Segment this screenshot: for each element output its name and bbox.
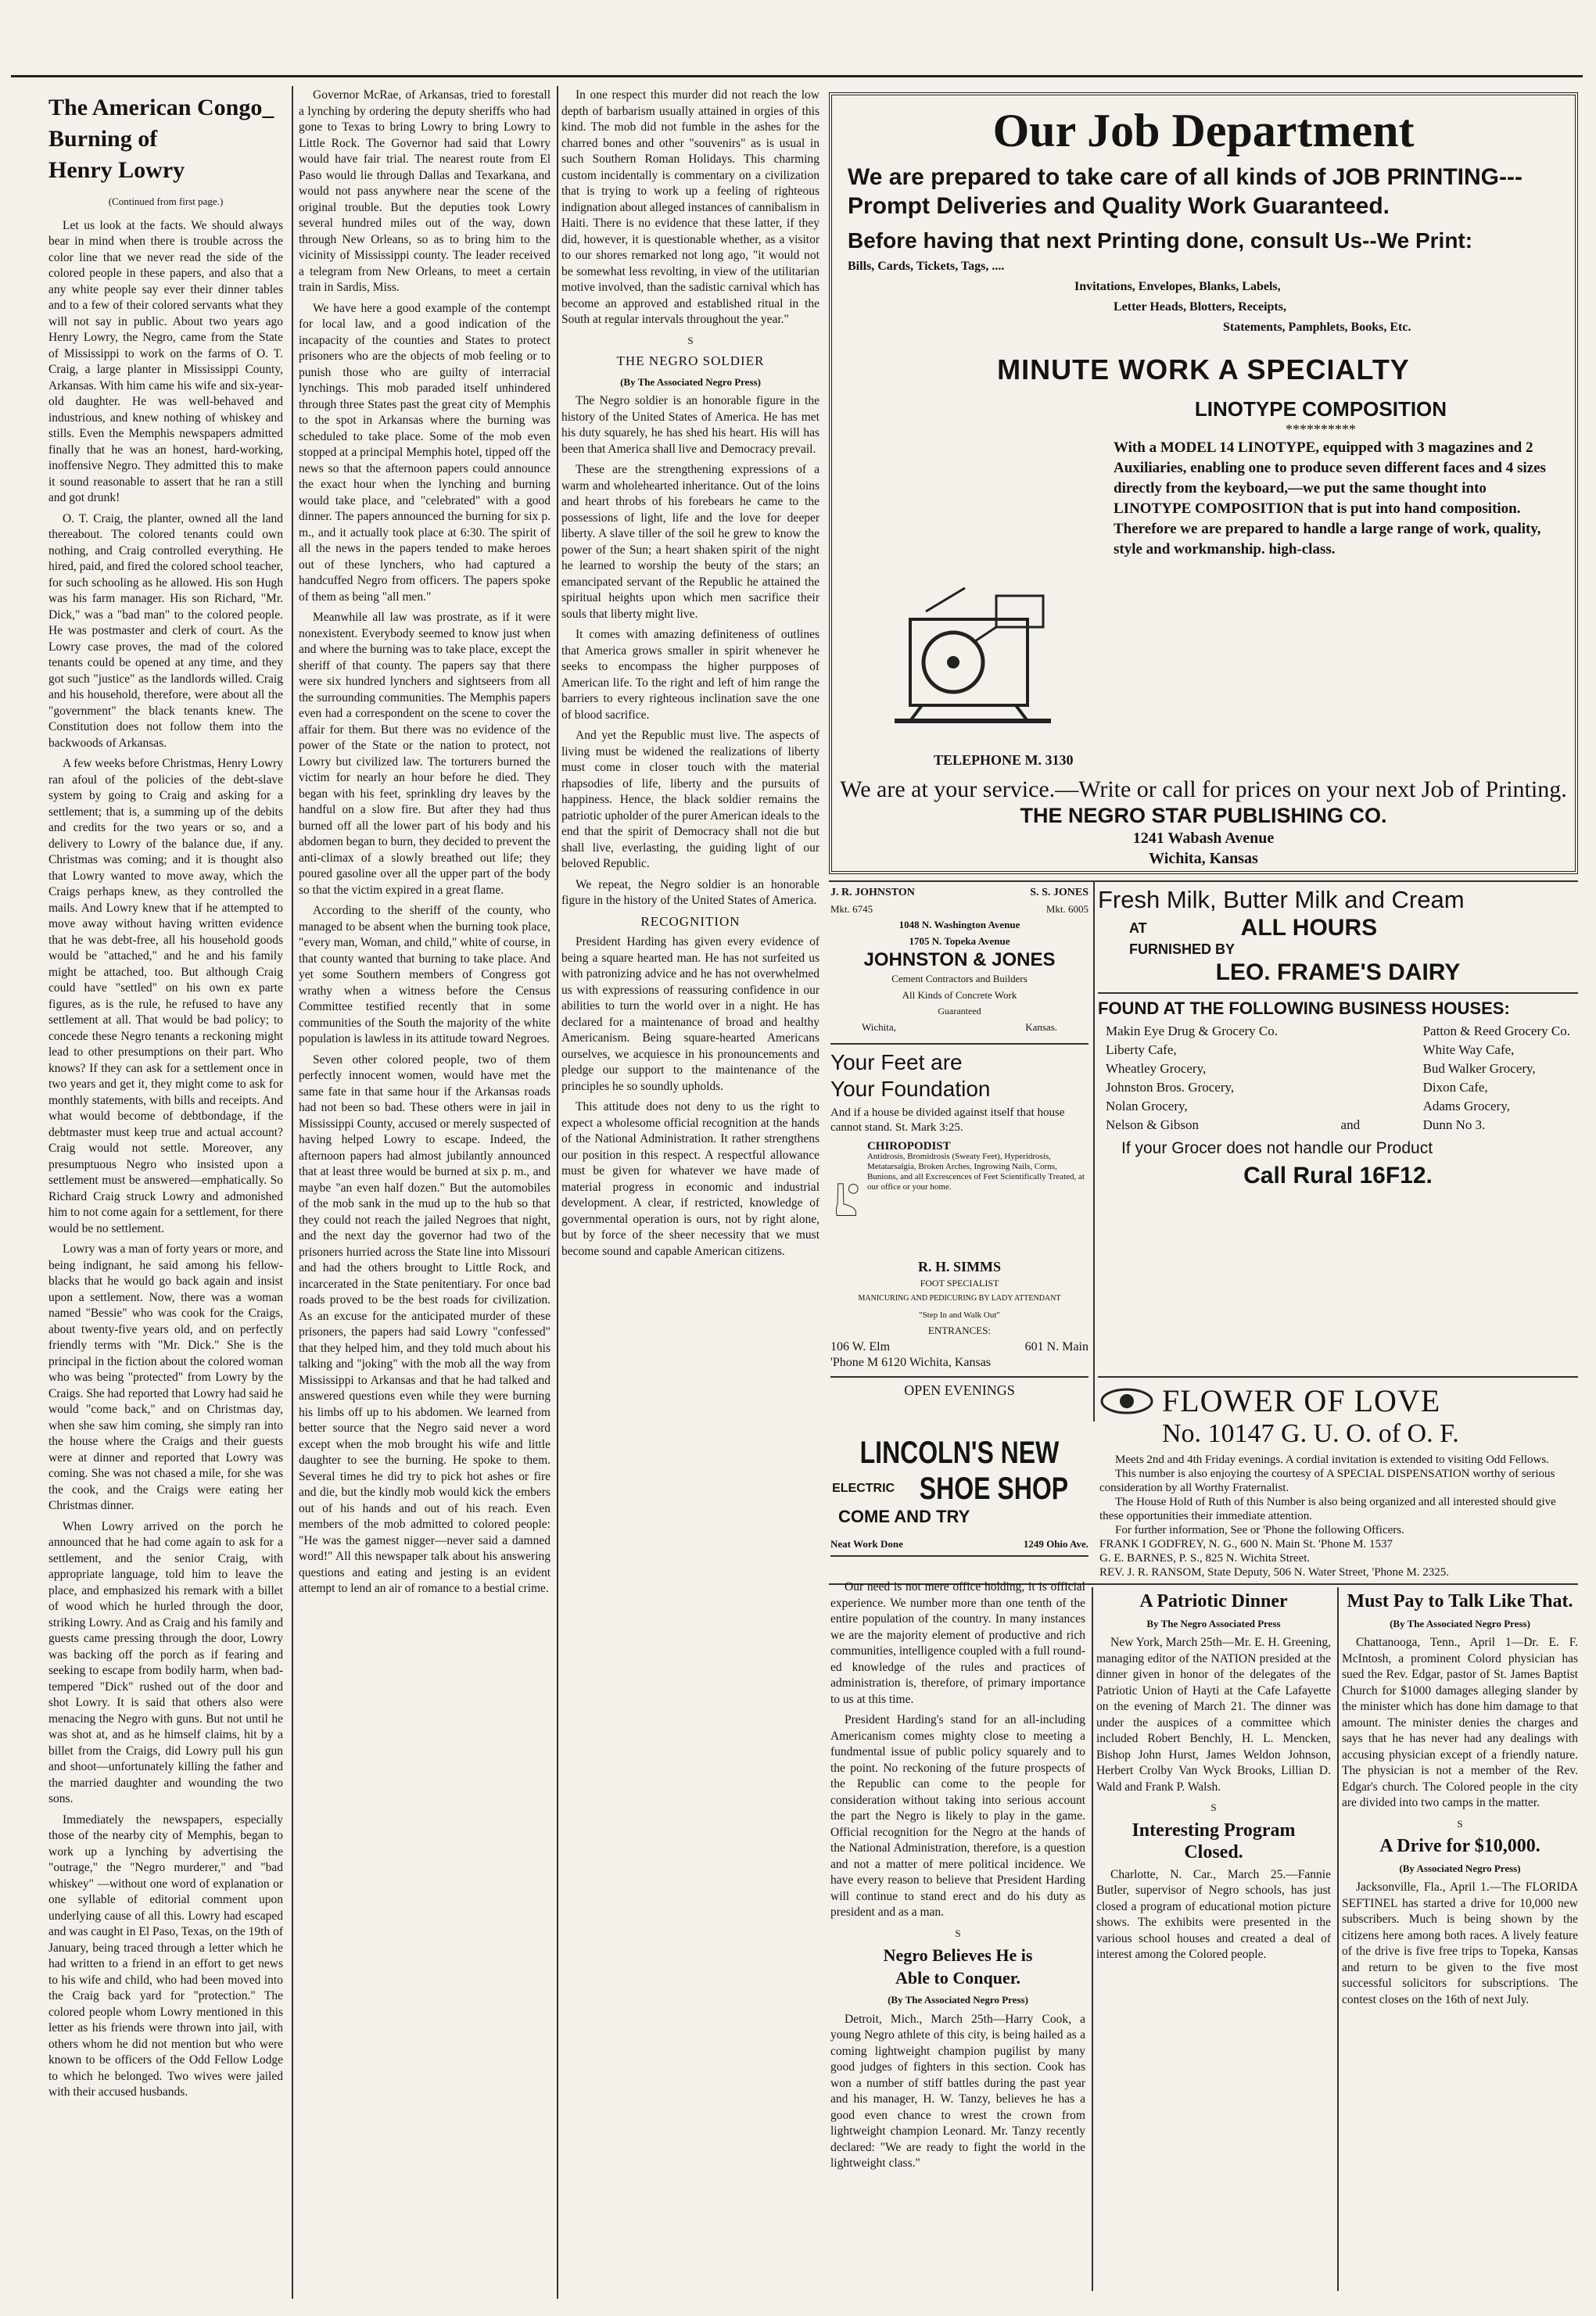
ad-divider bbox=[830, 1555, 1089, 1557]
johnston-city: Wichita, bbox=[862, 1020, 896, 1033]
article-column-3 bbox=[561, 88, 820, 2300]
flower-p3: The House Hold of Ruth of this Number is also being organized and all interested should give these opportunities their immediate attention. bbox=[1099, 1496, 1556, 1522]
milk-ad bbox=[1098, 885, 1578, 1370]
separator: S bbox=[955, 1927, 961, 1939]
soldier-paragraph: It comes with amazing definiteness of outlines that America grows smaller in spirit whenever he seeks to encompass the higher purpposes of American life. To the right and left of him range the barriers to every righteous inclination save the one of blood sacrifice. bbox=[561, 628, 820, 722]
must-pay-text: Chattanooga, Tenn., April 1—Dr. E. F. McIntosh, a prominent Colord physician has sued the Rev. Edgar, pastor of St. James Baptist Church for $1000 damages alleging slander by the minister which has done him damage to that amount. The minister denies the charges and says that he has never had any dealings with accusing physician except of a friendly nature. The physician is not a member of the Rev. Edgar's church. The Colored people in the city are divided into two camps in the matter. bbox=[1342, 1636, 1578, 1809]
business-item: Dunn No 3. bbox=[1422, 1117, 1486, 1132]
article-title-3: Henry Lowry bbox=[48, 157, 185, 183]
flower-p2: This number is also enjoying the courtesy of A SPECIAL DISPENSATION worthy of serious consideration by all Worthy Fraternalist. bbox=[1099, 1468, 1555, 1494]
simms-manicuring: MANICURING AND PEDICURING BY LADY ATTENDANT bbox=[858, 1294, 1061, 1303]
johnston-address-2: 1705 N. Topeka Avenue bbox=[909, 934, 1010, 947]
simms-step: "Step In and Walk Out" bbox=[919, 1310, 1000, 1320]
milk-found: FOUND AT THE FOLLOWING BUSINESS HOUSES: bbox=[1098, 998, 1510, 1018]
patriotic-dinner-text: New York, March 25th—Mr. E. H. Greening, managing editor of the NATION presided at the dinner given in honor of the delegates of the Patriotic Union of Hayti at the Cafe Lafayette on the evening of March 21. The dinner was under the auspices of a committee which included Robert Benchly, H. L. Mencken, Bishop John Hurst, James Weldon Johnson, Herbert Crolby Van Wyck Brooks, Lillian D. Wald and Frank P. Walsh. bbox=[1096, 1636, 1331, 1794]
job-title: Our Job Department bbox=[992, 105, 1415, 156]
recognition-paragraph: President Harding has given every evidence of being a square hearted man. He has not surfeited us with patronizing advice and he has not overwhelmed us with expressions of reassuring confidence in our abilities to turn the world over in a night. He has declared for a maintenance of broad and healthy Americanism. Being square-hearted Americans ourselves, we acquiesce in his pronouncements and pledge our support to the maintenance of the principles he so soundly upholds. bbox=[561, 935, 820, 1093]
recognition-paragraph: This attitude does not deny to us the right to expect a wholesome official recognition at the hands of the National Administration. It rather strengthens our position in this respect. A respectful allowance must be given for whatever we have made of material progress in economic and industrial development. A clear, if restricted, knowledge of governmental operation is ours, not by right alone, but by force of the sheer necessity that we must become sound and capable American citizens. bbox=[561, 1100, 820, 1258]
business-item: White Way Cafe, bbox=[1422, 1042, 1515, 1057]
separator: S bbox=[1210, 1802, 1217, 1813]
johnston-state: Kansas. bbox=[1025, 1020, 1057, 1033]
lincoln-neat-work: Neat Work Done bbox=[830, 1538, 903, 1550]
article-title-1: The American Congo_ bbox=[48, 95, 274, 120]
soldier-paragraph: These are the strengthening expressions of a warm and wholehearted inheritance. Out of the loins and heart throbs of his forebears he came to the possessions of light, life and the love for deeper liberty. A slave tiller of the soil he grew to know the power of the Sun; a heart shaken spirit of the night he learned to worship the beuty of the stars; an emancipated servant of the Republic he attained the spiritual heights upon which men sacrifice their souls that liberty might live. bbox=[561, 463, 820, 621]
article-paragraph: O. T. Craig, the planter, owned all the land thereabout. The colored tenants could own nothing, and Craig controlled everything. He hired, paid, and fired the colored school teacher, for such schooling as he allowed. His son Hugh was his farm manager. His son Richard, "Mr. Dick," was a "bad man" to the colored people. He was postmaster and clerk of court. As the Lowry case proves, the mad of the colored tenants could be opened at any time, and they got such "justice" as the landlords willed. Craig and his household, therefore, were about all the "government" the black tenants knew. The Constitution does not follow them into the backwoods of Arkansas. bbox=[48, 511, 283, 750]
lincoln-address: 1249 Ohio Ave. bbox=[1023, 1538, 1089, 1550]
milk-businesses-left bbox=[1106, 1022, 1278, 1135]
job-lead: We are prepared to take care of all kinds of JOB PRINTING---Prompt Deliveries and Quality Work Guaranteed. bbox=[848, 164, 1522, 219]
article-column-2 bbox=[299, 88, 551, 2300]
flower-officer-2: G. E. BARNES, P. S., 825 N. Wichita Street. bbox=[1099, 1552, 1311, 1565]
eye-icon bbox=[1099, 1386, 1154, 1417]
job-lead-2: Before having that next Printing done, consult Us--We Print: bbox=[848, 228, 1473, 253]
lincoln-shoe-ad bbox=[830, 1435, 1089, 1568]
news-column-6 bbox=[1342, 1587, 1578, 2299]
conquer-title-2: Able to Conquer. bbox=[895, 1967, 1020, 1988]
foot-icon bbox=[830, 1142, 861, 1259]
job-items-1: Bills, Cards, Tickets, Tags, .... bbox=[848, 260, 1005, 273]
column-rule bbox=[292, 86, 293, 2299]
ads-column bbox=[830, 885, 1089, 1432]
johnston-firm: JOHNSTON & JONES bbox=[863, 949, 1056, 970]
job-body: With a MODEL 14 LINOTYPE, equipped with 3 magazines and 2 Auxiliaries, enabling one to produce seven different faces and 4 sizes directly from the keyboard,—we put the same thought into LINOTYPE COMPOSITION that is put into hand composition. Therefore we are prepared to handle a large range of work, quality, style and workmanship. high-class. bbox=[1114, 439, 1546, 557]
simms-addresses bbox=[830, 1339, 1089, 1356]
printing-press-icon bbox=[879, 580, 1067, 744]
feet-title-2: Your Foundation bbox=[830, 1077, 991, 1101]
job-department-ad bbox=[829, 92, 1578, 874]
conquer-text: Detroit, Mich., March 25th—Harry Cook, a young Negro athlete of this city, is being hailed as a coming lightweight champion pugilist by many good judges of fighters in this section. Cook has won a number of stiff battles during the past year and his manager, H. W. Tanzy, believes he has a good even chance to wrest the crown from lightweight champion Leonard. Mr. Tanzy recently declared: "We are ready to fight the world in the lightweight class." bbox=[830, 2012, 1085, 2170]
column-rule bbox=[1092, 1587, 1093, 2291]
patriotic-dinner-title: A Patriotic Dinner bbox=[1139, 1591, 1288, 1612]
soldier-paragraph: We repeat, the Negro soldier is an honorable figure in the history of the United States of America. bbox=[561, 877, 820, 907]
job-telephone: TELEPHONE M. 3130 bbox=[934, 752, 1074, 768]
program-title-1: Interesting Program bbox=[1132, 1819, 1296, 1841]
milk-title: Fresh Milk, Butter Milk and Cream bbox=[1098, 886, 1465, 913]
jones-name: S. S. JONES bbox=[1030, 887, 1089, 898]
jones-phone: Mkt. 6005 bbox=[1045, 902, 1089, 915]
simms-specialty: FOOT SPECIALIST bbox=[920, 1277, 999, 1289]
lincoln-title: LINCOLN'S NEW bbox=[859, 1436, 1060, 1470]
top-rule bbox=[11, 75, 1583, 77]
article-title-2: Burning of bbox=[48, 126, 158, 152]
feet-title-1: Your Feet are bbox=[830, 1050, 963, 1074]
johnston-name: J. R. JOHNSTON bbox=[830, 887, 915, 898]
article-paragraph: Seven other colored people, two of them perfectly innocent women, would have met the same fate in that same hour if the Arkansas roads had not been so bad. These others were in jail in Mississippi County, accused or merely suspected of having helped Lowry to escape. Indeed, the afternoon papers had almost jubilantly announced that at least three would be burned at six p. m., and maybe "an even half dozen." But the automobiles of the mob sank in the mud up to the hub so that they could not reach the jailed Negroes that night, and the next day the governor had two of the prisoners hurried across the State line into Missouri and had the others brought to Little Rock, and incarcerated in the State penitentiary. For once bad roads proved to be the best roads for civilization. As an excuse for the anticipated murder of these prisoners, the papers had said Lowry "confessed" that they helped him, and they told much about his talking and "joking" with the mob all the way from Mississippi to Arkansas and that he had talked and answered questions even while they were burning his limbs off up to his abdomen. We learned from better source that the Negro said never a word except when the mob brought his wife and little daughter to see the burning. He spoke to them. Several times he did try to pick hot ashes or fire and die, but the kindly mob would kick the embers out of his hands and out of his reach. Even members of the mob admitted to colored people: "He was the gamest nigger—never said a damned word!" All this newspaper talk about his answering questions and eating and jesting is an evident attempt to lend an air of romance to a bestial crime. bbox=[299, 1052, 551, 1595]
job-address-1: 1241 Wabash Avenue bbox=[1132, 830, 1275, 847]
milk-at: AT bbox=[1129, 920, 1147, 936]
open-evenings: OPEN EVENINGS bbox=[904, 1382, 1015, 1398]
feet-text: And if a house be divided against itself that house cannot stand. St. Mark 3:25. bbox=[830, 1106, 1065, 1134]
ad-divider bbox=[1098, 992, 1578, 994]
article-paragraph: When Lowry arrived on the porch he announced that he had come again to ask for a settlement, and the senior Craig, with appropriate language, told him to leave the place, and emphasized his remark with a billet of wood which he hurled through the door, striking Lowry. And as Craig and his family and guests came pressing through the door, Lowry was backing off the porch as if fearing and seeking to escape from bodily harm, when bad-tempered "Dick" rushed out of the door and shot Lowry. It is said that others also were menacing the Negro with guns. But not until he was shot at, and as he himself claims, hit by a billet from the Craigs, did Lowry pull his gun and shoot—unfortunately killing the father and the married daughter and wounding the two sons. bbox=[48, 1519, 283, 1805]
business-item: Adams Grocery, bbox=[1422, 1099, 1510, 1113]
separator: S bbox=[687, 334, 694, 346]
soldier-paragraph: And yet the Republic must live. The aspects of living must be widened the realizations of liberty must come in closer touch with the material rhapsodies of life, liberty and the pursuits of happiness. Hence, the black soldier remains the patriotic upholder of the purer American ideals to the end that the spirit of Democracy shall not die but shall live, everlasting, the guiding light of our beloved Republic. bbox=[561, 729, 820, 870]
business-item: Makin Eye Drug & Grocery Co. bbox=[1106, 1024, 1279, 1038]
simms-name: R. H. SIMMS bbox=[917, 1259, 1001, 1275]
recognition-column bbox=[830, 1579, 1085, 2299]
job-items-4: Statements, Pamphlets, Books, Etc. bbox=[1223, 321, 1411, 334]
soldier-paragraph: The Negro soldier is an honorable figure in the history of the United States of America. He has met his duty squarely, he has shed his heart. His will has been that America shall live and Democracy prevail. bbox=[561, 394, 820, 456]
business-item: Wheatley Grocery, bbox=[1106, 1061, 1207, 1076]
business-item: Patton & Reed Grocery Co. bbox=[1422, 1024, 1570, 1038]
johnston-names bbox=[830, 885, 1089, 902]
johnston-sub-1: Cement Contractors and Builders bbox=[891, 973, 1028, 984]
job-items-2: Invitations, Envelopes, Blanks, Labels, bbox=[1074, 280, 1281, 293]
article-paragraph: Immediately the newspapers, especially those of the nearby city of Memphis, began to work up a lynching by advertising the "outrage," the "Negro murderer," and "bad whiskey" —without one word of explanation or one syllable of editorial comment upon underlying cause of all this. Lowry had escaped and was caught in El Paso, Texas, on the 19th of January, being traced through a letter which he had written to a friend in an effort to get news to his wife and child, who had been moved into the Craig back yard for "protection." The colored people whom Lowry mentioned in this letter as his friends were thrown into jail, with others whom he did not mention but who were known to be officers of the Odd Fellow Lodge to which he belonged. Two wives were jailed with their accused husbands. bbox=[48, 1812, 283, 2099]
lincoln-come-try: COME AND TRY bbox=[838, 1507, 970, 1526]
program-title-2: Closed. bbox=[1184, 1842, 1243, 1862]
job-linotype-heading: LINOTYPE COMPOSITION bbox=[1194, 397, 1447, 421]
must-pay-byline: (By The Associated Negro Press) bbox=[1390, 1617, 1530, 1629]
article-paragraph: Meanwhile all law was prostrate, as if it were nonexistent. Everybody seemed to know just when and where the burning was to take place, except the sheriff of that county. The papers say that there were six hundred lynchers and sightseers from all the surrounding communities. The Memphis papers even had a correspondent on the scene to cover the affair for them. But there was no evidence of the power of the State or the nation to protect, not Lowry but civilized law. The torturers burned the victim for nearly an hour before he died. They began with his feet, sprinkling dry leaves by the handful on a slow fire. But after they had thus burned off all the lower part of his body and his abdomen began to burn, they decided to prevent the anti-climax of a slowly breathed out life; they poured gasoline over all the upper part of the body so that the victim expired in a great flame. bbox=[299, 611, 551, 897]
milk-furnished: FURNISHED BY bbox=[1129, 941, 1236, 957]
must-pay-title: Must Pay to Talk Like That. bbox=[1347, 1591, 1573, 1612]
business-item: Nolan Grocery, bbox=[1106, 1099, 1188, 1113]
ad-divider bbox=[830, 1376, 1089, 1378]
article-column-1 bbox=[48, 92, 283, 2297]
ad-divider bbox=[830, 1043, 1089, 1045]
flower-officer-1: FRANK I GODFREY, N. G., 600 N. Main St. 'Phone M. 1537 bbox=[1099, 1538, 1393, 1551]
continued-note: (Continued from first page.) bbox=[108, 195, 224, 207]
job-minute-work: MINUTE WORK A SPECIALTY bbox=[997, 353, 1410, 385]
flower-p1: Meets 2nd and 4th Friday evenings. A cordial invitation is extended to visiting Odd Fellows. bbox=[1115, 1454, 1549, 1466]
conquer-byline: (By The Associated Negro Press) bbox=[888, 1994, 1028, 2006]
johnston-sub-2: All Kinds of Concrete Work bbox=[902, 988, 1017, 1001]
milk-if: If your Grocer does not handle our Product bbox=[1121, 1139, 1433, 1157]
section-rule bbox=[1098, 1376, 1578, 1378]
flower-officer-3: REV. J. R. RANSOM, State Deputy, 506 N. Water Street, 'Phone M. 2325. bbox=[1099, 1566, 1450, 1579]
article-paragraph: We have here a good example of the contempt for local law, and a good indication of the incapacity of the counties and States to protect prisoners who are the objects of mob feeling or to punish those who are guilty of interracial lynchings. This mob paraded itself unhindered through three States past the great city of Memphis to the spot in Arkansas where the burning was scheduled to take place. Some of the mob even stopped at a principal Memphis hotel, tipped off the news so that the afternoon papers could announce the exact hour when the lynching and burning would take place, and "celebrated" with a good dinner. The papers announced the burning for six p. m., and it actually took place at 6:30. The spirit of all the news in the papers tended to make heroes out of these lynchers, who had captured a handcuffed Negro from officers. The papers spoke of them as being "all men." bbox=[299, 301, 551, 604]
simms-address-left: 106 W. Elm bbox=[830, 1339, 891, 1353]
drive-title: A Drive for $10,000. bbox=[1379, 1836, 1540, 1856]
article-paragraph: Let us look at the facts. We should always bear in mind when there is trouble across the color line that we never read the side of the colored people in these papers, and also that a any white people say ever their dinner tables and to a few of their colored servants what they will not say in public. About two years ago Henry Lowry, the Negro, came from the State of Mississippi to work on the farms of O. T. Craig, a large planter in Mississippi County, Arkansas. With him came his wife and six-year-old daughter. He was well-behaved and industrious, and knew nothing of whiskey and stills. Even the Memphis newspapers admitted finally that he was an honest, hard-working, inoffensive Negro. They admitted this to make it sound reasonable to assert that he ran a still and got drunk! bbox=[48, 218, 283, 504]
article-paragraph: Lowry was a man of forty years or more, and being indignant, he said among his fellow-blacks that he would go back again and insist upon a settlement. Now, there was a woman named "Bessie" who was cook for the Craigs, about twenty-five years old, and on perfectly friendly terms with "Mr. Dick." She is the principal in the fiction about the colored woman who was being "protected" from Lowry by the Craigs. She had reported that Lowry had said he would "come back," and on Christmas day, when she saw him coming, she simply ran into the house where the Craigs and their guests were at dinner and reported that Lowry was coming. She was not chased a mile, for she was the cook, and the Craigs were eating her Christmas dinner. bbox=[48, 1242, 283, 1512]
job-stars: ********** bbox=[1286, 421, 1356, 437]
milk-dairy: LEO. FRAME'S DAIRY bbox=[1215, 959, 1461, 985]
johnston-sub-3: Guaranteed bbox=[938, 1006, 981, 1016]
conquer-title-1: Negro Believes He is bbox=[883, 1945, 1033, 1965]
business-item: Nelson & Gibson bbox=[1106, 1117, 1199, 1132]
lincoln-shoe-shop: SHOE SHOP bbox=[919, 1472, 1069, 1506]
article-paragraph: According to the sheriff of the county, who managed to be absent when the burning took place, "every man, Woman, and child," white of course, in that county wanted that burning to take place. And yet some Southern members of Congress got wrathy when a witness before the Census Committee testified recently that in some communities of the South the majority of the white population is lawless in its attitude toward Negroes. bbox=[299, 904, 551, 1045]
article-paragraph: In one respect this murder did not reach the low depth of barbarism usually attained in orgies of this kind. The mob did not fumble in the ashes for the charred bones and other "souvenirs" as is usual in such Southern Roman Holidays. This charming custom incidentally is commentary on a civilization that is trying to work up a feeling of righteous indignation about alleged instances of cannibalism in Haiti. There is no evidence that these latter, if they did, however, it is questionable whether, as a visitor to our shores remarked not long ago, "it would not be somewhat less revolting, in view of the utilitarian motive involved, than the sadistic carnival which has become an approved and established ritual in the South at regular intervals throughout the year." bbox=[561, 88, 820, 326]
job-company: THE NEGRO STAR PUBLISHING CO. bbox=[1020, 804, 1387, 827]
chiropodist-label: CHIROPODIST bbox=[866, 1140, 951, 1153]
flower-number: No. 10147 G. U. O. of O. F. bbox=[1162, 1419, 1459, 1448]
chiropodist-list: Antidrosis, Bromidrosis (Sweaty Feet), Hyperidrosis, Metatarsalgia, Broken Arches, Ingrowing Nails, Corns, Bunions, and all Excrescences of Feet Scientifically Treated, at our office or your home. bbox=[866, 1152, 1085, 1192]
column-rule bbox=[1093, 882, 1095, 1422]
negro-soldier-byline: (By The Associated Negro Press) bbox=[620, 375, 761, 388]
business-item: Johnston Bros. Grocery, bbox=[1106, 1080, 1235, 1095]
johnston-location bbox=[830, 1020, 1089, 1036]
recognition-paragraph: President Harding's stand for an all-including Americanism comes mighty close to meeting a fundmental issue of public policy squarely and to the point. No reckoning of the future prospects of the Republic can come to the people for consideration without taking into serious account the part the Negro is likely to play in the game. Official recognition for the Negro at the hands of the National Administration, therefore, is a question and not a matter of mere political incidence. We have every reason to believe that President Harding will continue to stand erect and do his duty as president and as a man. bbox=[830, 1713, 1085, 1919]
johnston-phone: Mkt. 6745 bbox=[830, 902, 873, 915]
milk-call: Call Rural 16F12. bbox=[1243, 1163, 1433, 1188]
flower-title: FLOWER OF LOVE bbox=[1162, 1384, 1441, 1418]
separator: S bbox=[1457, 1817, 1463, 1830]
simms-address-right: 601 N. Main bbox=[1024, 1339, 1089, 1353]
article-paragraph: A few weeks before Christmas, Henry Lowry ran afoul of the policies of the debt-slave system by going to Craig and asking for a settlement; that is, a summing up of the debits and credits for the two years or so, and a delivery to Lowry of the balance due, if any. Christmas was coming; and it is thought also that Lowry wanted to move away, which the Craigs perhaps knew, as they controlled the mails. And Lowry knew that if he attempted to move away without having written evidence that he was debt-free, all his household goods would be "attached," and he and his family might be attached, too. But although Craig could have "settled" on his own ex parte figures, as is the rule, he refused to have any settlement at all. That would be bad policy; to concede these Negro tenants a reckoning might lead to other presumptions on their part. Who knows? If they can ask for a settlement once in two years and get it, they might come to ask for monthly statements, with bills and receipts. And what would become of debtbondage, if the debtmaster must keep true and actual account? Craig would not settle. Moreover, any presumptuous Negro who insisted upon a settlement must be answered—emphatically. So Richard Craig struck Lowry and admonished him to not come again for a settlement, for there would be no settlement. bbox=[48, 757, 283, 1235]
job-items-3: Letter Heads, Blotters, Receipts, bbox=[1114, 300, 1286, 314]
article-paragraph: Governor McRae, of Arkansas, tried to forestall a lynching by ordering the deputy sheriffs who had gone to Texas to bring Lowry to bring Lowry to Little Rock. The Governor had said that Lowry would have fair trial. The nearest route from El Paso would lie through Dallas and Texarkana, and would not pass anywhere near the scene of the original trouble. But the deputies took Lowry several hundred miles out of the way, down through New Orleans, so as to bring him to the vicinity of Mississippi county. The leader received a telegram from New Orleans, to meet a certain train in Sardis, Miss. bbox=[299, 88, 551, 294]
negro-soldier-title: THE NEGRO SOLDIER bbox=[616, 353, 765, 368]
drive-byline: (By Associated Negro Press) bbox=[1399, 1862, 1521, 1874]
milk-hours: ALL HOURS bbox=[1240, 915, 1378, 941]
drive-text: Jacksonville, Fla., April 1.—The FLORIDA SEFTINEL has started a drive for 10,000 new subscribers. Much is being shown by the citizens here among both races. A lively feature of the drive is five free trips to Topeka, Kansas and return to be given to the five most successful solicitors for subscriptions. The contest closes on the 16th of next July. bbox=[1342, 1880, 1578, 2006]
business-item: Bud Walker Grocery, bbox=[1422, 1061, 1536, 1076]
program-text: Charlotte, N. Car., March 25.—Fannie Butler, supervisor of Negro schools, has just closed a program of educational motion picture shows. The exhibits were presented in the various school houses and created a deal of interest among the Colored people. bbox=[1096, 1867, 1331, 1961]
lincoln-electric: ELECTRIC bbox=[832, 1482, 895, 1495]
recognition-paragraph: Our need is not mere office holding, it is official experience. We number more than one tenth of the entire population of the country. In many instances we are the majority element of productive and rich communities, intelligence coupled with a full round-ed knowledge of the rules and practices of administration is, therefore, of primary importance to us at this time. bbox=[830, 1580, 1085, 1706]
column-rule bbox=[1337, 1587, 1339, 2291]
milk-and: and bbox=[1340, 1117, 1361, 1132]
flower-p4: For further information, See or 'Phone the following Officers. bbox=[1115, 1524, 1404, 1536]
section-rule bbox=[829, 880, 1578, 882]
milk-businesses-right bbox=[1423, 1022, 1570, 1135]
business-item: Dixon Cafe, bbox=[1422, 1080, 1488, 1095]
simms-phone: 'Phone M 6120 Wichita, Kansas bbox=[830, 1356, 992, 1369]
chiropodist-block bbox=[830, 1142, 1089, 1259]
business-item: Liberty Cafe, bbox=[1106, 1042, 1177, 1057]
news-column-5 bbox=[1096, 1587, 1331, 2299]
simms-entrances: ENTRANCES: bbox=[927, 1325, 992, 1336]
column-rule bbox=[557, 86, 558, 2299]
job-foot: We are at your service.—Write or call for prices on your next Job of Printing. bbox=[840, 776, 1567, 802]
johnston-address-1: 1048 N. Washington Avenue bbox=[898, 919, 1020, 930]
job-address-2: Wichita, Kansas bbox=[1149, 850, 1258, 867]
johnston-phones bbox=[830, 902, 1089, 918]
recognition-title: RECOGNITION bbox=[640, 913, 741, 929]
patriotic-dinner-byline: By The Negro Associated Press bbox=[1146, 1617, 1281, 1629]
